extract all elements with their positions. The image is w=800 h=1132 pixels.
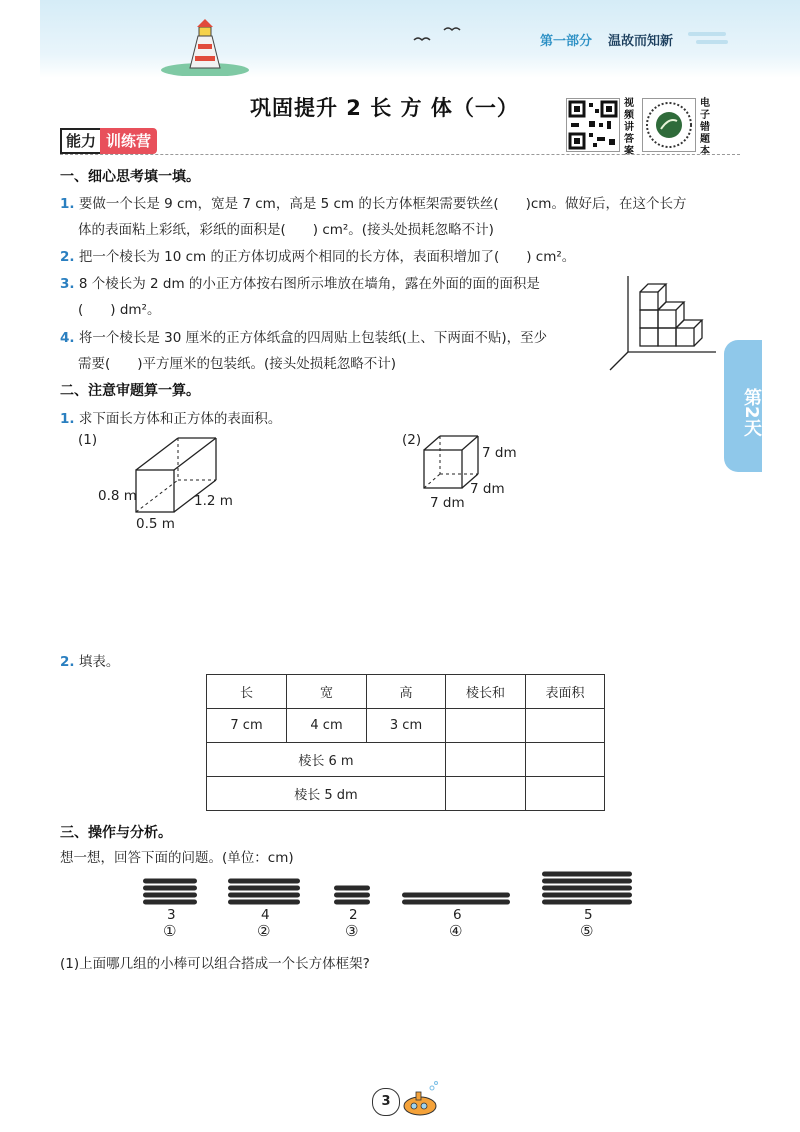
table-cell: 棱长 5 dm <box>207 777 446 811</box>
q3-line1 <box>60 272 540 292</box>
answer-cell[interactable] <box>526 709 605 743</box>
stick-group-symbol-1: ① <box>163 922 177 940</box>
stick <box>228 886 300 891</box>
stick-length-2: 4 <box>261 907 270 923</box>
stick <box>334 893 370 898</box>
stick-group-symbol-5: ⑤ <box>580 922 594 940</box>
q3-text-1: 8 个棱长为 2 dm 的小正方体按右图所示堆放在墙角，露在外面的面的面积是 <box>78 276 540 292</box>
stick <box>542 879 632 884</box>
q3-text-2: ( ) dm²。 <box>78 302 161 318</box>
fill-table <box>206 674 605 811</box>
badge-divider <box>60 154 740 155</box>
table-header-row <box>207 675 605 709</box>
q1-line1 <box>60 192 686 212</box>
lighthouse-illustration <box>160 14 250 76</box>
table-header-cell: 高 <box>367 675 446 709</box>
section2-heading: 二、注意审题算一算。 <box>60 383 200 399</box>
q1-number: 1. <box>60 196 75 212</box>
stick <box>542 872 632 877</box>
fig2-height: 7 dm <box>482 445 517 461</box>
section3-intro: 想一想，回答下面的问题。(单位：cm) <box>60 850 294 866</box>
table-row <box>207 709 605 743</box>
table-row <box>207 777 605 811</box>
fig1-length: 0.5 m <box>136 516 175 532</box>
stick <box>143 886 197 891</box>
q4-line1 <box>60 326 547 346</box>
answer-cell[interactable] <box>446 743 526 777</box>
s2-q2-line <box>60 650 119 670</box>
header-motto: 温故而知新 <box>608 34 674 49</box>
stick <box>542 893 632 898</box>
stick <box>402 900 510 905</box>
q4-text-1: 将一个棱长是 30 厘米的正方体纸盒的四周贴上包装纸(上、下两面不贴)，至少 <box>78 330 548 346</box>
stick-length-3: 2 <box>349 907 358 923</box>
section1-heading: 一、细心思考填一填。 <box>60 169 200 185</box>
badge-part-2: 训练营 <box>100 128 157 154</box>
day-side-tab-label: 第2天 <box>741 387 762 437</box>
table-cell: 3 cm <box>367 709 446 743</box>
stick-length-4: 6 <box>453 907 462 923</box>
badge-part-1: 能力 <box>60 128 100 154</box>
table-cell: 棱长 6 m <box>207 743 446 777</box>
fig2-depth: 7 dm <box>470 481 505 497</box>
table-header-cell: 表面积 <box>526 675 605 709</box>
q3-number: 3. <box>60 276 75 292</box>
s2-q1-number: 1. <box>60 411 75 427</box>
table-cell: 4 cm <box>287 709 367 743</box>
q2-line <box>60 245 575 265</box>
stick <box>542 900 632 905</box>
s2-q1-text: 求下面长方体和正方体的表面积。 <box>78 411 282 427</box>
birds-icon <box>412 22 462 46</box>
s2-q2-text: 填表。 <box>78 654 120 670</box>
section3-question-1: (1)上面哪几组的小棒可以组合搭成一个长方体框架? <box>60 956 370 972</box>
s2-q1-line <box>60 407 281 427</box>
stick-group-symbol-4: ④ <box>449 922 463 940</box>
table-header-cell: 长 <box>207 675 287 709</box>
table-cell: 7 cm <box>207 709 287 743</box>
fig2-width: 7 dm <box>430 495 465 511</box>
page-title: 巩固提升 2 长 方 体（一） <box>250 96 519 120</box>
stick <box>143 879 197 884</box>
q2-text: 把一个棱长为 10 cm 的正方体切成两个相同的长方体，表面积增加了( ) cm²。 <box>78 249 576 265</box>
qr-label-errorbook: 电子错题本 <box>700 98 710 157</box>
stick <box>228 900 300 905</box>
stick <box>334 900 370 905</box>
stick <box>334 886 370 891</box>
submarine-icon <box>398 1080 444 1120</box>
qr-code-video[interactable] <box>566 98 620 152</box>
fig2-label: (2) <box>402 432 422 448</box>
table-header-cell: 棱长和 <box>446 675 526 709</box>
q4-number: 4. <box>60 330 75 346</box>
answer-cell[interactable] <box>446 777 526 811</box>
stick-length-5: 5 <box>584 907 593 923</box>
fig1-label: (1) <box>78 432 98 448</box>
stick <box>542 886 632 891</box>
sticks-figure <box>130 864 650 912</box>
table-row <box>207 743 605 777</box>
answer-cell[interactable] <box>526 777 605 811</box>
fig1-height: 0.8 m <box>98 488 137 504</box>
stick-group-symbol-2: ② <box>257 922 271 940</box>
answer-cell[interactable] <box>526 743 605 777</box>
stacked-cubes-figure <box>608 268 720 374</box>
wave-decoration <box>688 28 728 50</box>
ability-training-badge <box>60 128 157 154</box>
s2-q2-number: 2. <box>60 654 75 670</box>
qr-label-video: 视频讲答案 <box>624 98 634 157</box>
page-number: 3 <box>372 1088 400 1116</box>
stick <box>228 893 300 898</box>
stick-group-symbol-3: ③ <box>345 922 359 940</box>
day-side-tab <box>724 340 762 472</box>
stick <box>402 893 510 898</box>
stick-length-1: 3 <box>167 907 176 923</box>
header-part-label: 第一部分 <box>540 34 593 49</box>
stick <box>143 900 197 905</box>
stick <box>143 893 197 898</box>
q2-number: 2. <box>60 249 75 265</box>
q1-text-1: 要做一个长是 9 cm，宽是 7 cm，高是 5 cm 的长方体框架需要铁丝( )cm。做好后，在这个长方 <box>78 196 687 212</box>
table-header-cell: 宽 <box>287 675 367 709</box>
qr-code-errorbook[interactable] <box>642 98 696 152</box>
fig1-width: 1.2 m <box>194 493 233 509</box>
answer-cell[interactable] <box>446 709 526 743</box>
section3-heading: 三、操作与分析。 <box>60 825 172 841</box>
q1-text-2: 体的表面粘上彩纸，彩纸的面积是( ) cm²。(接头处损耗忽略不计) <box>78 222 494 238</box>
stick <box>228 879 300 884</box>
q4-text-2: 需要( )平方厘米的包装纸。(接头处损耗忽略不计) <box>78 356 397 372</box>
